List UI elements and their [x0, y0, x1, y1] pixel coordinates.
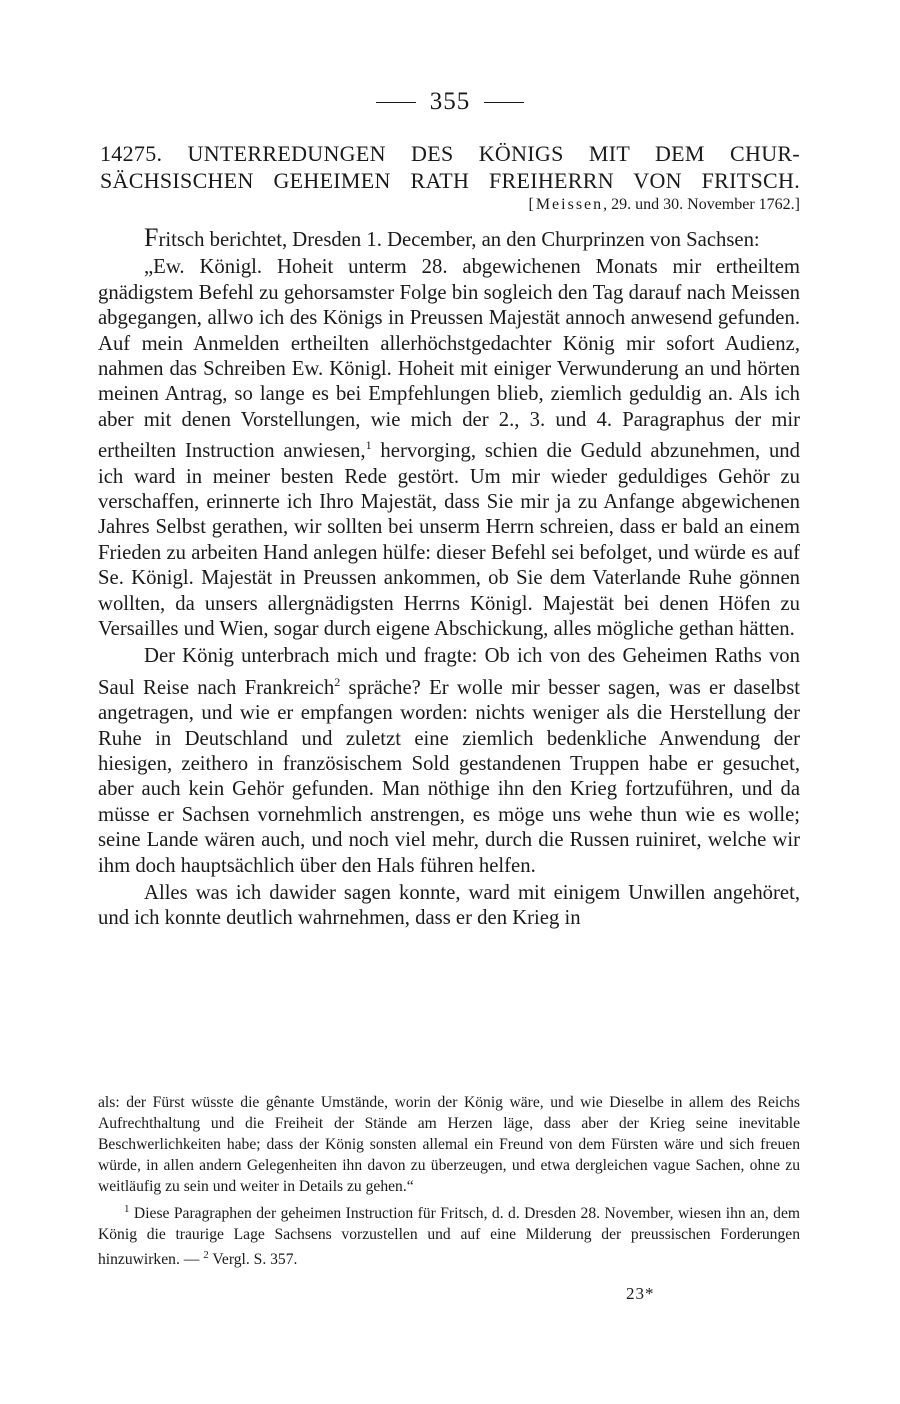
paragraph-3-text-a: Der König unterbrach mich und fragte: Ob ich von des Geheimen Raths von Saul Reise nach Frankreich: [98, 645, 800, 699]
paragraph-3: [98, 644, 800, 879]
main-text: [98, 225, 800, 932]
paragraph-1: [98, 225, 800, 253]
dateline: [380, 196, 800, 214]
paragraph-2-text-b: hervorging, schien die Geduld abzunehmen, und ich ward in meiner besten Rede gestört. Um mir wieder geduldiges Gehör zu verschaffen, erinnerte ich Ihro Majestät, dass Sie mir ja zu Anfange abgewichenen Jahres Selbst gerathen, wir sollten bei unserm Herrn schreien, dass er bald an einem Frieden zu arbeiten Hand anlegen hülfe: dieser Befehl sei befolget, und würde es auf Se. Königl. Majestät in Preussen ankommen, ob Sie dem Vaterlande Ruhe gönnen wollten, da unsers allergnädigsten Herrns Königl. Majestät bei denen Höfen zu Versailles und Wien, sogar durch eigene Abschickung, alles mögliche gethan hätten.: [98, 440, 800, 640]
page-number: 355: [429, 88, 471, 115]
document-heading: [100, 140, 800, 194]
paragraph-2-text-a: „Ew. Königl. Hoheit unterm 28. abgewichenen Monats mir ertheiltem gnädigstem Befehl zu gehorsamster Folge bin sogleich den Tag darauf nach Meissen abgegangen, allwo ich des Königs in Preussen Majestät annoch anwesend gefunden. Auf mein Anmelden ertheilten allerhöchstgedachter König mir sofort Audienz, nahmen das Schreiben Ew. Königl. Hoheit mit einiger Verwunderung an und hörten meinen Antrag, so lange es bei Empfehlungen blieb, ziemlich geduldig an. Als ich aber mit denen Vorstellungen, wie mich der 2., 3. und 4. Paragraphus der mir ertheilten Instruction anwiesen,: [98, 256, 800, 463]
footnotes-1-2: [98, 1199, 800, 1270]
heading-line-1: 14275. UNTERREDUNGEN DES KÖNIGS MIT DEM CHUR-: [100, 141, 800, 166]
footnote-mark-2: 2: [203, 1249, 209, 1262]
heading-line-2: SÄCHSISCHEN GEHEIMEN RATH FREIHERRN VON FRITSCH.: [100, 168, 800, 193]
footnote-continuation: als: der Fürst wüsste die gênante Umstände, worin der König wäre, und wie Dieselbe in allem des Reichs Aufrechthaltung und die Freiheit der Stände am Herzen läge, dass aber der Krieg seine inevitable Beschwerlichkeiten habe; dass der König sonsten allemal ein Freund von dem Fürsten wäre und sich freuen würde, in allen andern Gelegenheiten ihn davon zu überzeugen, und etwa dergleichen vague Sachen, ohne zu weitläufig zu sein und weiter in Details zu gehen.“: [98, 1094, 800, 1195]
dateline-date: , 29. und 30. November 1762.]: [603, 196, 800, 213]
paragraph-2: [98, 255, 800, 642]
paragraph-1-text: ritsch berichtet, Dresden 1. December, an den Churprinzen von Sachsen:: [158, 229, 760, 251]
sheet-signature: 23*: [626, 1284, 655, 1303]
footnotes: [98, 1092, 800, 1270]
footnote-ref-1: 1: [365, 438, 372, 453]
initial-letter: F: [144, 223, 159, 252]
header-dash-right: [484, 102, 524, 103]
page-header: [0, 88, 900, 116]
header-dash-left: [376, 102, 416, 103]
dateline-place: [Meissen: [528, 196, 604, 213]
footnote-ref-2: 2: [334, 674, 341, 689]
footnote-1-text: Diese Paragraphen der geheimen Instruction für Fritsch, d. d. Dresden 28. November, wiesen ihn an, dem König die traurige Lage Sachsens vorzustellen und auf eine Milderung der preussischen Forderungen hinzuwirken. —: [98, 1205, 800, 1269]
paragraph-3-text-b: spräche? Er wolle mir besser sagen, was er daselbst angetragen, und wie er empfangen worden: nichts weniger als die Herstellung der Ruhe in Deutschland und zuletzt eine ziemlich bedenkliche Anwendung der hiesigen, zeithero in französischem Sold gestandenen Truppen habe er gesuchet, aber auch kein Gehör gefunden. Man nöthige ihn den Krieg fortzuführen, und da müsse er Sachsen vornehmlich anstrengen, es möge uns wehe thun wie es wolle; seine Lande wären auch, und noch viel mehr, durch die Russen ruiniret, welche wir ihm doch hauptsächlich über den Hals führen helfen.: [98, 676, 801, 877]
footnote-mark-1: 1: [124, 1203, 130, 1215]
paragraph-4: Alles was ich dawider sagen konnte, ward mit einigem Unwillen angehöret, und ich konnte deutlich wahrnehmen, dass er den Krieg in: [98, 881, 800, 930]
footnote-2-text: Vergl. S. 357.: [208, 1251, 298, 1269]
